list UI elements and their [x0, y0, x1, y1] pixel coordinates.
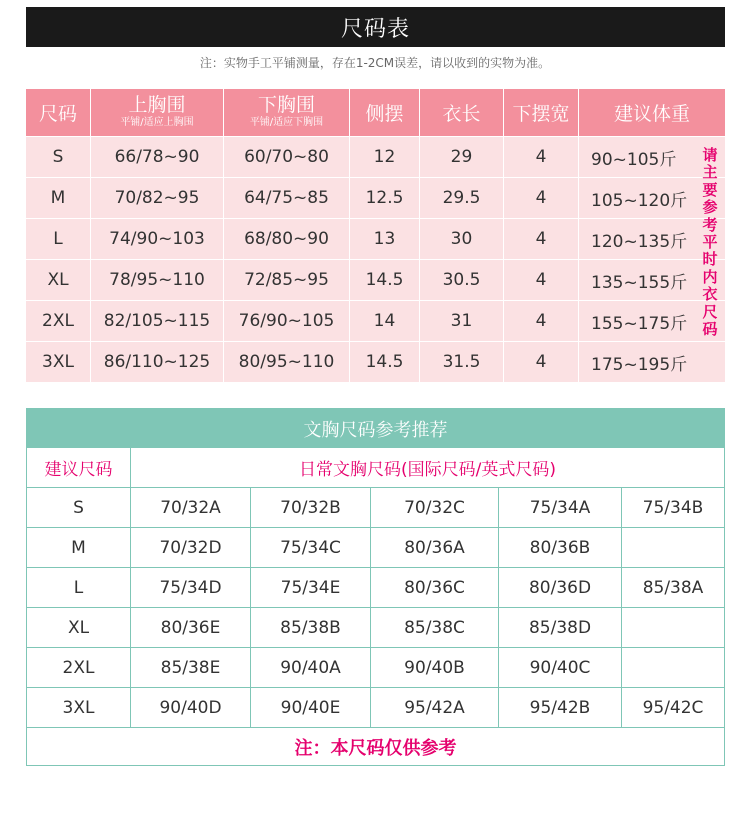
size-table-cell: 29.5: [420, 178, 504, 219]
bra-table-row: [27, 528, 724, 568]
bra-table-cell: 70/32A: [131, 488, 251, 528]
size-table-row: [26, 215, 725, 260]
size-table-cell: S: [26, 137, 91, 178]
size-table-cell: 60/70~80: [224, 137, 350, 178]
size-table-header: [26, 89, 725, 137]
bra-table-cell: 80/36D: [499, 568, 622, 608]
page-title: 尺码表: [26, 7, 725, 47]
size-table-cell: 80/95~110: [224, 342, 350, 383]
size-table-cell: 175~195斤: [579, 342, 725, 383]
bra-table-cell: 80/36B: [499, 528, 622, 568]
size-table-cell: 105~120斤: [579, 178, 725, 219]
side-note-char: 平: [702, 233, 718, 252]
bra-table-cell: 90/40D: [131, 688, 251, 728]
side-note-char: 时: [702, 250, 718, 269]
size-table-cell: 4: [504, 342, 579, 383]
size-table-cell: 74/90~103: [91, 219, 224, 260]
size-table-cell: XL: [26, 260, 91, 301]
size-table-cell: 155~175斤: [579, 301, 725, 342]
bra-size-table: [26, 408, 725, 766]
bra-table-cell: 70/32D: [131, 528, 251, 568]
bra-table-cell: 75/34A: [499, 488, 622, 528]
header-hem-width: 下摆宽: [504, 89, 579, 137]
bra-table-cell: M: [27, 528, 131, 568]
size-table-cell: 14.5: [350, 342, 420, 383]
bra-table-cell: 90/40E: [251, 688, 371, 728]
size-table-cell: 12.5: [350, 178, 420, 219]
header-side: 侧摆: [350, 89, 420, 137]
bra-table-cell: XL: [27, 608, 131, 648]
bra-table-cell: 95/42C: [622, 688, 724, 728]
bra-table-cell: 70/32C: [371, 488, 499, 528]
size-table-cell: 72/85~95: [224, 260, 350, 301]
size-table-cell: 30.5: [420, 260, 504, 301]
size-table-cell: 76/90~105: [224, 301, 350, 342]
bra-table-cell: [622, 608, 724, 648]
size-table-row: [26, 137, 725, 178]
size-table-row: [26, 301, 725, 342]
size-table-cell: 90~105斤: [579, 137, 725, 178]
header-size: 尺码: [26, 89, 91, 137]
size-table-cell: 4: [504, 219, 579, 260]
bra-table-cell: 80/36E: [131, 608, 251, 648]
size-table-cell: 14.5: [350, 260, 420, 301]
header-under-bust: 下胸围 平铺/适应下胸围: [224, 89, 350, 137]
side-note-char: 码: [702, 320, 718, 339]
bra-header-daily: 日常文胸尺码(国际尺码/英式尺码): [131, 448, 724, 488]
bra-table-cell: 80/36A: [371, 528, 499, 568]
bra-table-cell: 80/36C: [371, 568, 499, 608]
bra-table-cell: 85/38A: [622, 568, 724, 608]
size-table: [26, 89, 725, 383]
side-note-char: 参: [702, 198, 718, 217]
size-table-cell: 82/105~115: [91, 301, 224, 342]
bra-table-row: [27, 688, 724, 728]
bra-table-cell: 75/34E: [251, 568, 371, 608]
size-table-cell: 12: [350, 137, 420, 178]
size-table-cell: 66/78~90: [91, 137, 224, 178]
bra-table-cell: [622, 528, 724, 568]
size-table-cell: L: [26, 219, 91, 260]
bra-table-cell: S: [27, 488, 131, 528]
size-table-cell: 86/110~125: [91, 342, 224, 383]
bra-table-header: [27, 448, 724, 488]
bra-table-cell: 90/40A: [251, 648, 371, 688]
size-table-cell: 3XL: [26, 342, 91, 383]
bra-table-cell: 90/40B: [371, 648, 499, 688]
bra-header-size: 建议尺码: [27, 448, 131, 488]
bra-table-cell: 85/38B: [251, 608, 371, 648]
bra-table-row: [27, 568, 724, 608]
side-note: [698, 147, 722, 338]
side-note-char: 请: [702, 146, 718, 164]
size-table-cell: 13: [350, 219, 420, 260]
size-table-cell: 14: [350, 301, 420, 342]
size-table-cell: 4: [504, 301, 579, 342]
side-note-char: 内: [702, 267, 718, 286]
bra-table-cell: [622, 648, 724, 688]
side-note-char: 要: [702, 180, 718, 199]
bra-table-cell: 75/34D: [131, 568, 251, 608]
size-table-row: [26, 178, 725, 219]
size-table-cell: 29: [420, 137, 504, 178]
bra-table-cell: 95/42B: [499, 688, 622, 728]
size-table-cell: 4: [504, 178, 579, 219]
bra-table-cell: 3XL: [27, 688, 131, 728]
size-table-cell: 78/95~110: [91, 260, 224, 301]
bra-table-row: [27, 488, 724, 528]
size-table-cell: 31: [420, 301, 504, 342]
size-table-cell: 135~155斤: [579, 260, 725, 301]
bra-table-cell: 75/34B: [622, 488, 724, 528]
bra-table-cell: 70/32B: [251, 488, 371, 528]
bra-table-cell: 85/38D: [499, 608, 622, 648]
side-note-char: 考: [702, 215, 718, 234]
size-table-cell: 120~135斤: [579, 219, 725, 260]
size-table-row: [26, 342, 725, 383]
bra-table-cell: 2XL: [27, 648, 131, 688]
size-table-cell: 68/80~90: [224, 219, 350, 260]
size-table-cell: M: [26, 178, 91, 219]
size-table-cell: 70/82~95: [91, 178, 224, 219]
bra-table-cell: 95/42A: [371, 688, 499, 728]
size-table-cell: 4: [504, 260, 579, 301]
size-table-cell: 64/75~85: [224, 178, 350, 219]
side-note-char: 衣: [702, 285, 718, 304]
size-table-cell: 31.5: [420, 342, 504, 383]
bra-table-row: [27, 608, 724, 648]
size-table-cell: 30: [420, 219, 504, 260]
bra-table-cell: L: [27, 568, 131, 608]
footer-note: 注：本尺码仅供参考: [294, 737, 457, 759]
measurement-note: 注：实物手工平铺测量，存在1-2CM误差，请以收到的实物为准。: [199, 56, 551, 70]
bra-table-cell: 90/40C: [499, 648, 622, 688]
side-note-char: 主: [702, 163, 718, 182]
bra-table-cell: 85/38C: [371, 608, 499, 648]
bra-table-title: 文胸尺码参考推荐: [27, 409, 724, 448]
size-table-row: [26, 260, 725, 304]
side-note-char: 尺: [702, 302, 718, 321]
header-upper-bust: 上胸围 平铺/适应上胸围: [91, 89, 224, 137]
header-weight: 建议体重: [579, 89, 725, 137]
size-table-cell: 4: [504, 137, 579, 178]
header-length: 衣长: [420, 89, 504, 137]
bra-table-row: [27, 648, 724, 688]
bra-table-cell: 75/34C: [251, 528, 371, 568]
size-table-cell: 2XL: [26, 301, 91, 342]
bra-table-cell: 85/38E: [131, 648, 251, 688]
